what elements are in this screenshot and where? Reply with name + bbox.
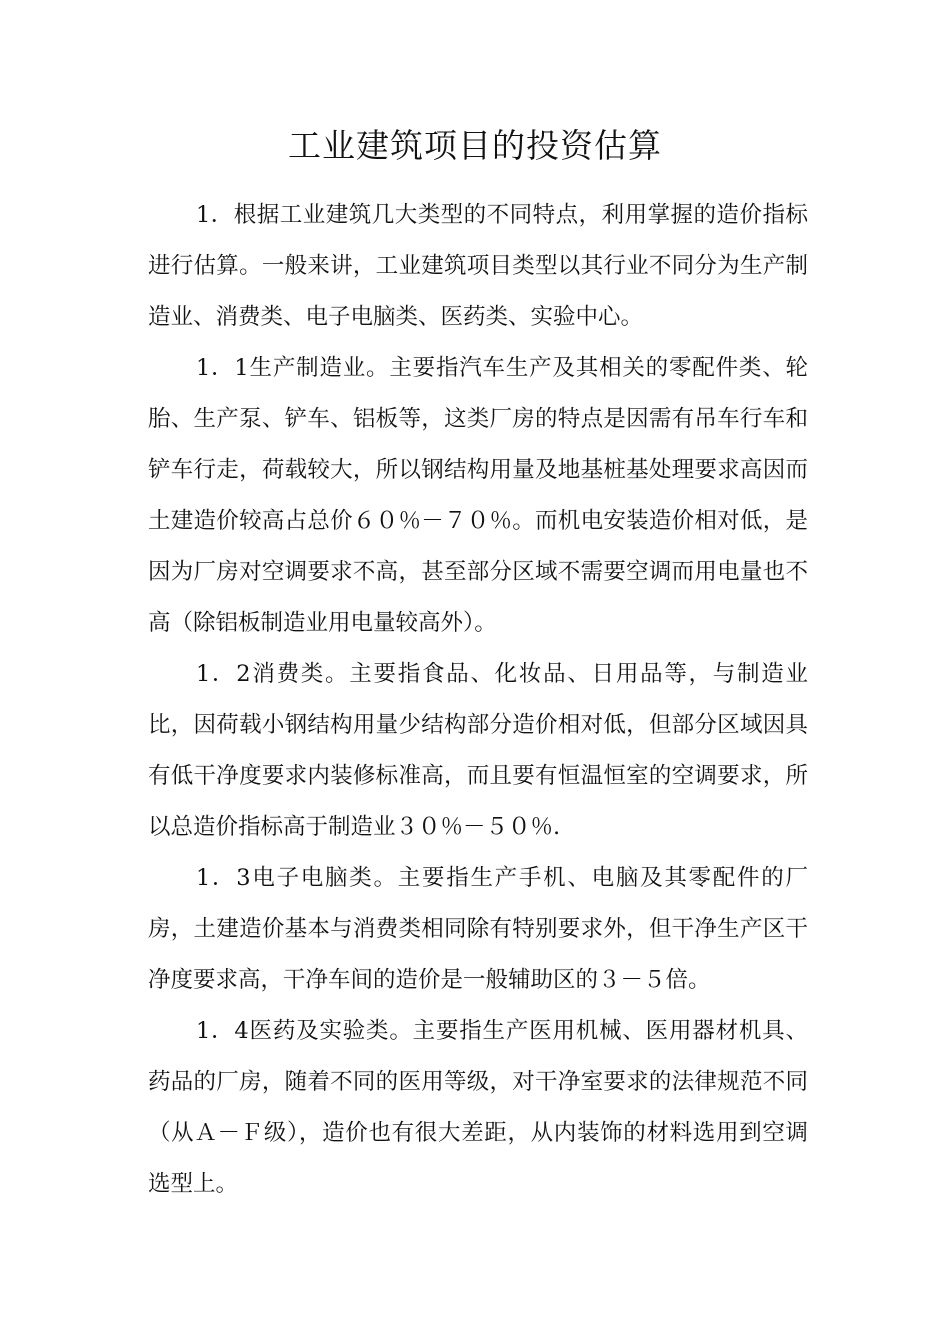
paragraph-electronics: 1．3电子电脑类。主要指生产手机、电脑及其零配件的厂房，土建造价基本与消费类相同除有特别要求外，但干净生产区干净度要求高，干净车间的造价是一般辅助区的３－５倍。	[148, 865, 808, 993]
document-title: 工业建筑项目的投资估算	[288, 126, 662, 165]
paragraph-consumer: 1．2消费类。主要指食品、化妆品、日用品等，与制造业比，因荷载小钢结构用量少结构部分造价相对低，但部分区域因具有低干净度要求内装修标准高，而且要有恒温恒室的空调要求，所以总造价指标高于制造业３０％－５０％.	[148, 661, 808, 840]
document-body	[148, 190, 808, 1210]
paragraph-pharma-lab: 1．4医药及实验类。主要指生产医用机械、医用器材机具、药品的厂房，随着不同的医用等级，对干净室要求的法律规范不同（从Ａ－Ｆ级），造价也有很大差距，从内装饰的材料选用到空调选型上。	[148, 1018, 808, 1197]
paragraph-intro: 1．根据工业建筑几大类型的不同特点，利用掌握的造价指标进行估算。一般来讲，工业建筑项目类型以其行业不同分为生产制造业、消费类、电子电脑类、医药类、实验中心。	[148, 202, 808, 330]
paragraph-manufacturing: 1．1生产制造业。主要指汽车生产及其相关的零配件类、轮胎、生产泵、铲车、铝板等，这类厂房的特点是因需有吊车行车和铲车行走，荷载较大，所以钢结构用量及地基桩基处理要求高因而土建造价较高占总价６０％－７０％。而机电安装造价相对低，是因为厂房对空调要求不高，甚至部分区域不需要空调而用电量也不高（除铝板制造业用电量较高外）。	[148, 355, 808, 636]
